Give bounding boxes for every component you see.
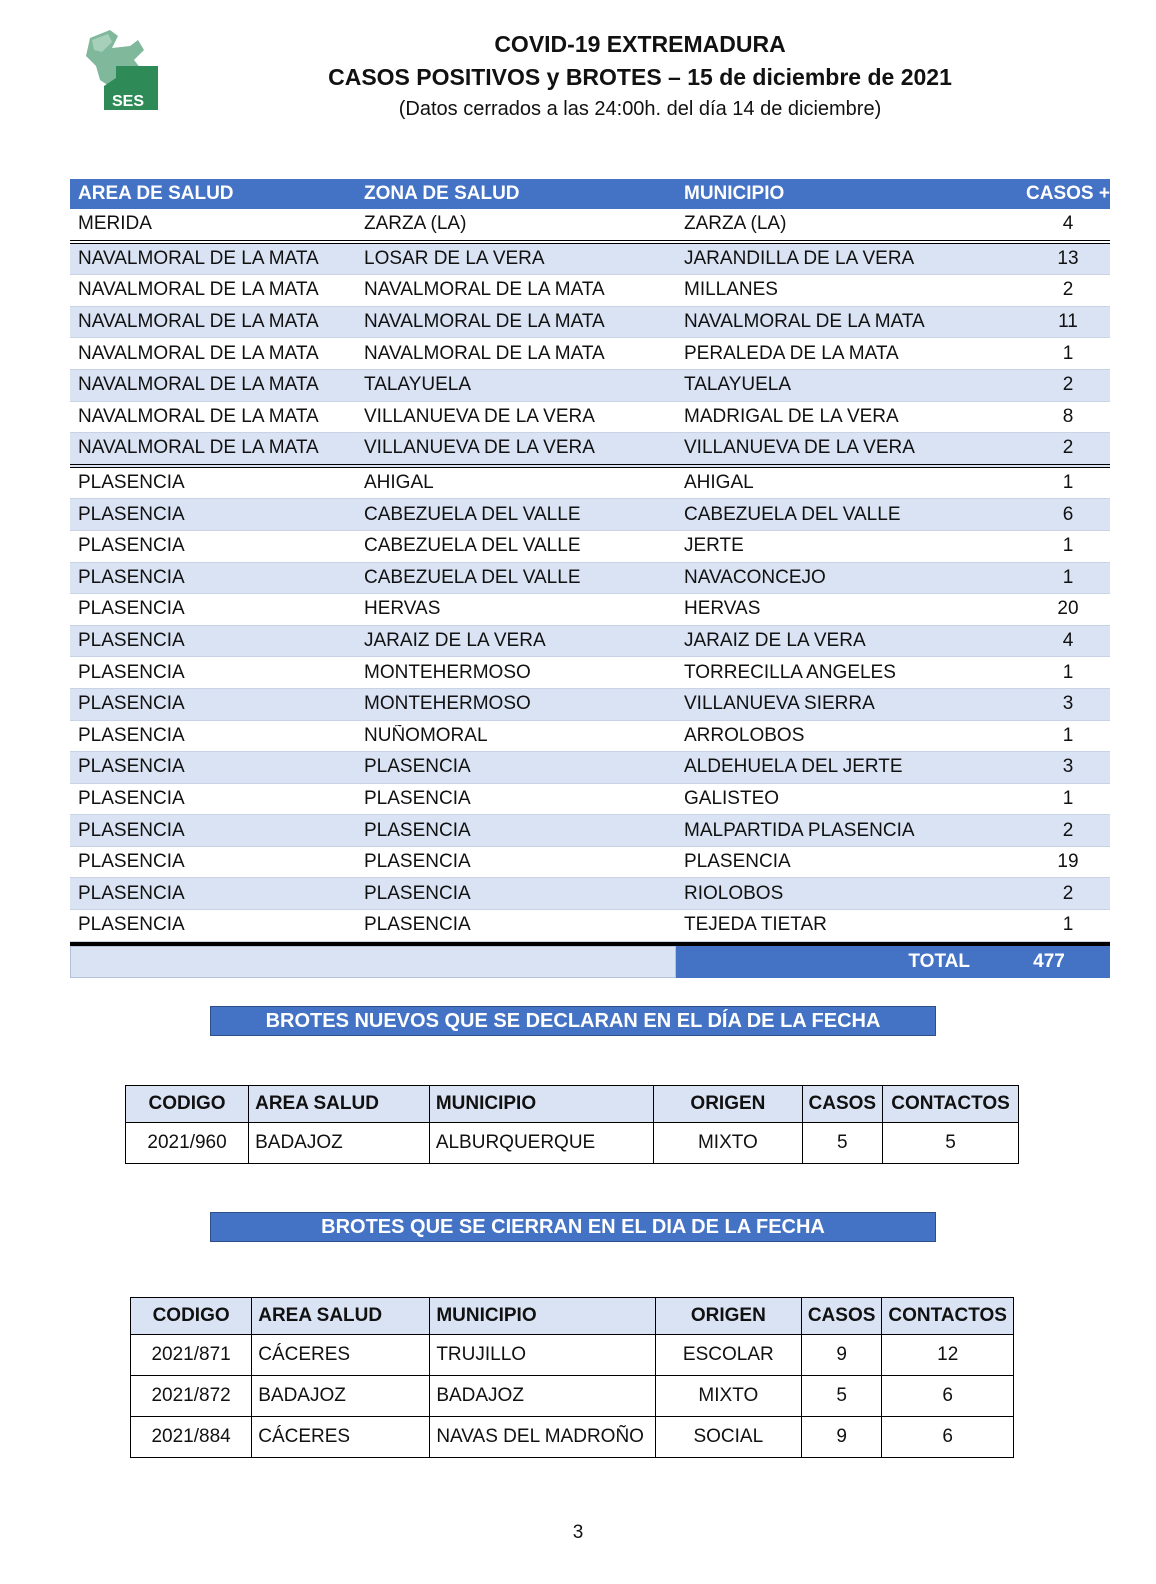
cell-area: NAVALMORAL DE LA MATA (78, 437, 319, 459)
table-row (70, 433, 1110, 468)
cell-municipio: ZARZA (LA) (684, 213, 787, 235)
table-row (70, 402, 1110, 434)
cell-casos: 2 (1062, 279, 1074, 301)
cell-zona: MONTEHERMOSO (364, 661, 531, 683)
table-row (70, 563, 1110, 595)
cell-area: CÁCERES (252, 1335, 430, 1376)
table-row (70, 847, 1110, 879)
cell-casos: 3 (1062, 693, 1074, 715)
cell-municipio: VILLANUEVA DE LA VERA (684, 437, 915, 459)
cell-municipio: JERTE (684, 535, 744, 557)
cell-casos: 8 (1062, 405, 1074, 427)
column-header: CONTACTOS (882, 1298, 1014, 1335)
cell-zona: PLASENCIA (364, 882, 471, 904)
cell-zona: PLASENCIA (364, 787, 471, 809)
table-row (126, 1123, 1019, 1164)
column-header: AREA SALUD (252, 1298, 430, 1335)
cell-municipio: MILLANES (684, 279, 778, 301)
column-header: CASOS (801, 1298, 882, 1335)
cell-area: BADAJOZ (249, 1123, 430, 1164)
cell-area: PLASENCIA (78, 535, 185, 557)
column-header: CASOS (802, 1086, 883, 1123)
table-header-row (70, 179, 1110, 209)
cell-zona: PLASENCIA (364, 851, 471, 873)
table-row (70, 752, 1110, 784)
column-header: AREA SALUD (249, 1086, 430, 1123)
cell-casos: 2 (1062, 437, 1074, 459)
cell-zona: AHIGAL (364, 472, 434, 494)
cell-municipio: JARAIZ DE LA VERA (684, 630, 866, 652)
cell-casos: 6 (1062, 503, 1074, 525)
cell-municipio: JARANDILLA DE LA VERA (684, 247, 915, 269)
table-row (70, 499, 1110, 531)
cell-area: PLASENCIA (78, 661, 185, 683)
cell-area: NAVALMORAL DE LA MATA (78, 279, 319, 301)
column-header: AREA DE SALUD (78, 183, 234, 204)
cell-area: NAVALMORAL DE LA MATA (78, 374, 319, 396)
cell-contactos: 6 (882, 1376, 1014, 1417)
cell-area: PLASENCIA (78, 914, 185, 936)
total-label: TOTAL (908, 950, 970, 972)
total-row (70, 946, 1110, 978)
cell-municipio: MALPARTIDA PLASENCIA (684, 819, 915, 841)
document-subtitle: CASOS POSITIVOS y BROTES – 15 de diciembre de 2021 (328, 64, 952, 90)
cell-municipio: ALDEHUELA DEL JERTE (684, 756, 903, 778)
column-header: MUNICIPIO (684, 183, 785, 204)
cell-codigo: 2021/872 (131, 1376, 252, 1417)
cell-casos: 2 (1062, 374, 1074, 396)
svg-text:SES: SES (111, 93, 145, 110)
column-header: CODIGO (126, 1086, 249, 1123)
cell-municipio: CABEZUELA DEL VALLE (684, 503, 901, 525)
cell-origen: MIXTO (655, 1376, 801, 1417)
table-row (70, 815, 1110, 847)
cell-casos: 1 (1062, 342, 1074, 364)
cell-area: NAVALMORAL DE LA MATA (78, 311, 319, 333)
cell-zona: CABEZUELA DEL VALLE (364, 566, 581, 588)
cell-casos: 2 (1062, 819, 1074, 841)
table-header-row (131, 1298, 1014, 1335)
cell-casos: 19 (1057, 851, 1079, 873)
cell-area: PLASENCIA (78, 882, 185, 904)
cell-zona: JARAIZ DE LA VERA (364, 630, 546, 652)
table-row (70, 209, 1110, 244)
cell-origen: ESCOLAR (655, 1335, 801, 1376)
table-row (70, 370, 1110, 402)
cell-area: NAVALMORAL DE LA MATA (78, 342, 319, 364)
column-header: MUNICIPIO (430, 1298, 656, 1335)
table-row (70, 531, 1110, 563)
cell-municipio: MADRIGAL DE LA VERA (684, 405, 899, 427)
cell-casos: 5 (802, 1123, 883, 1164)
cell-municipio: NAVACONCEJO (684, 566, 826, 588)
cell-casos: 1 (1062, 535, 1074, 557)
cell-municipio: ALBURQUERQUE (429, 1123, 653, 1164)
cell-municipio: TEJEDA TIETAR (684, 914, 827, 936)
column-header: MUNICIPIO (429, 1086, 653, 1123)
cell-contactos: 5 (883, 1123, 1019, 1164)
cell-casos: 4 (1062, 630, 1074, 652)
cell-area: PLASENCIA (78, 756, 185, 778)
document-header (270, 28, 1010, 124)
cell-zona: NAVALMORAL DE LA MATA (364, 342, 605, 364)
table-row (70, 878, 1110, 910)
table-row (70, 784, 1110, 816)
column-header: ORIGEN (655, 1298, 801, 1335)
cell-municipio: RIOLOBOS (684, 882, 784, 904)
cell-municipio: TALAYUELA (684, 374, 792, 396)
table-row (70, 468, 1110, 500)
table-header-row (126, 1086, 1019, 1123)
cell-casos: 3 (1062, 756, 1074, 778)
cell-contactos: 12 (882, 1335, 1014, 1376)
cell-casos: 9 (801, 1417, 882, 1458)
cell-municipio: TORRECILLA ANGELES (684, 661, 896, 683)
cell-zona: HERVAS (364, 598, 441, 620)
cell-zona: NAVALMORAL DE LA MATA (364, 279, 605, 301)
cell-municipio: PLASENCIA (684, 851, 791, 873)
cell-zona: CABEZUELA DEL VALLE (364, 535, 581, 557)
cell-area: BADAJOZ (252, 1376, 430, 1417)
cell-casos: 1 (1062, 661, 1074, 683)
cell-area: PLASENCIA (78, 598, 185, 620)
column-header: ORIGEN (654, 1086, 802, 1123)
cell-casos: 9 (801, 1335, 882, 1376)
cell-casos: 2 (1062, 882, 1074, 904)
cell-municipio: AHIGAL (684, 472, 754, 494)
cell-area: PLASENCIA (78, 503, 185, 525)
table-row (70, 626, 1110, 658)
ses-logo (82, 26, 162, 112)
cell-casos: 20 (1057, 598, 1079, 620)
cell-area: MERIDA (78, 213, 152, 235)
cell-area: PLASENCIA (78, 472, 185, 494)
cell-casos: 13 (1057, 247, 1079, 269)
brotes-cerrados-table (130, 1297, 1014, 1458)
cell-casos: 1 (1062, 787, 1074, 809)
cell-zona: ZARZA (LA) (364, 213, 467, 235)
cell-zona: NUÑOMORAL (364, 724, 488, 746)
table-body (70, 209, 1110, 942)
cell-municipio: NAVAS DEL MADROÑO (430, 1417, 656, 1458)
cell-area: PLASENCIA (78, 819, 185, 841)
cell-area: PLASENCIA (78, 566, 185, 588)
document-title: COVID-19 EXTREMADURA (494, 31, 786, 57)
table-row (70, 275, 1110, 307)
cell-area: PLASENCIA (78, 630, 185, 652)
cell-municipio: BADAJOZ (430, 1376, 656, 1417)
brotes-nuevos-table (125, 1085, 1019, 1164)
total-value: 477 (1033, 950, 1065, 972)
cell-municipio: NAVALMORAL DE LA MATA (684, 311, 925, 333)
cell-area: CÁCERES (252, 1417, 430, 1458)
cell-casos: 5 (801, 1376, 882, 1417)
cell-municipio: GALISTEO (684, 787, 780, 809)
total-spacer (70, 946, 676, 978)
page-number: 3 (572, 1522, 584, 1543)
cell-area: PLASENCIA (78, 724, 185, 746)
cell-municipio: ARROLOBOS (684, 724, 805, 746)
cell-zona: CABEZUELA DEL VALLE (364, 503, 581, 525)
cell-municipio: PERALEDA DE LA MATA (684, 342, 899, 364)
cell-origen: SOCIAL (655, 1417, 801, 1458)
brotes-cerrados-banner: BROTES QUE SE CIERRAN EN EL DIA DE LA FECHA (210, 1212, 936, 1242)
table-row (131, 1335, 1014, 1376)
cell-origen: MIXTO (654, 1123, 802, 1164)
table-row (70, 244, 1110, 276)
brotes-nuevos-banner: BROTES NUEVOS QUE SE DECLARAN EN EL DÍA DE LA FECHA (210, 1006, 936, 1036)
cell-area: PLASENCIA (78, 787, 185, 809)
table-row (70, 721, 1110, 753)
cell-area: PLASENCIA (78, 851, 185, 873)
data-cutoff-note: (Datos cerrados a las 24:00h. del día 14 de diciembre) (398, 98, 882, 120)
cell-casos: 1 (1062, 724, 1074, 746)
cell-codigo: 2021/884 (131, 1417, 252, 1458)
casos-positivos-table (70, 179, 1110, 978)
table-row (70, 657, 1110, 689)
cell-zona: MONTEHERMOSO (364, 693, 531, 715)
cell-codigo: 2021/960 (126, 1123, 249, 1164)
column-header: CONTACTOS (883, 1086, 1019, 1123)
cell-casos: 1 (1062, 472, 1074, 494)
column-header: ZONA DE SALUD (364, 183, 520, 204)
cell-codigo: 2021/871 (131, 1335, 252, 1376)
cell-zona: VILLANUEVA DE LA VERA (364, 437, 595, 459)
table-row (70, 689, 1110, 721)
cell-area: NAVALMORAL DE LA MATA (78, 247, 319, 269)
cell-zona: PLASENCIA (364, 756, 471, 778)
cell-zona: LOSAR DE LA VERA (364, 247, 545, 269)
cell-casos: 11 (1058, 311, 1078, 333)
table-row (70, 307, 1110, 339)
cell-municipio: VILLANUEVA SIERRA (684, 693, 875, 715)
cell-municipio: TRUJILLO (430, 1335, 656, 1376)
table-row (131, 1417, 1014, 1458)
cell-zona: PLASENCIA (364, 819, 471, 841)
cell-contactos: 6 (882, 1417, 1014, 1458)
cell-casos: 1 (1062, 566, 1074, 588)
table-row (131, 1376, 1014, 1417)
cell-casos: 1 (1062, 914, 1074, 936)
table-row (70, 910, 1110, 942)
cell-area: PLASENCIA (78, 693, 185, 715)
cell-municipio: HERVAS (684, 598, 761, 620)
cell-zona: VILLANUEVA DE LA VERA (364, 405, 595, 427)
column-header: CODIGO (131, 1298, 252, 1335)
cell-zona: PLASENCIA (364, 914, 471, 936)
cell-zona: NAVALMORAL DE LA MATA (364, 311, 605, 333)
table-row (70, 338, 1110, 370)
cell-zona: TALAYUELA (364, 374, 472, 396)
cell-casos: 4 (1062, 213, 1074, 235)
cell-area: NAVALMORAL DE LA MATA (78, 405, 319, 427)
total-cell (676, 946, 1110, 978)
column-header: CASOS + (1026, 183, 1110, 204)
table-row (70, 594, 1110, 626)
